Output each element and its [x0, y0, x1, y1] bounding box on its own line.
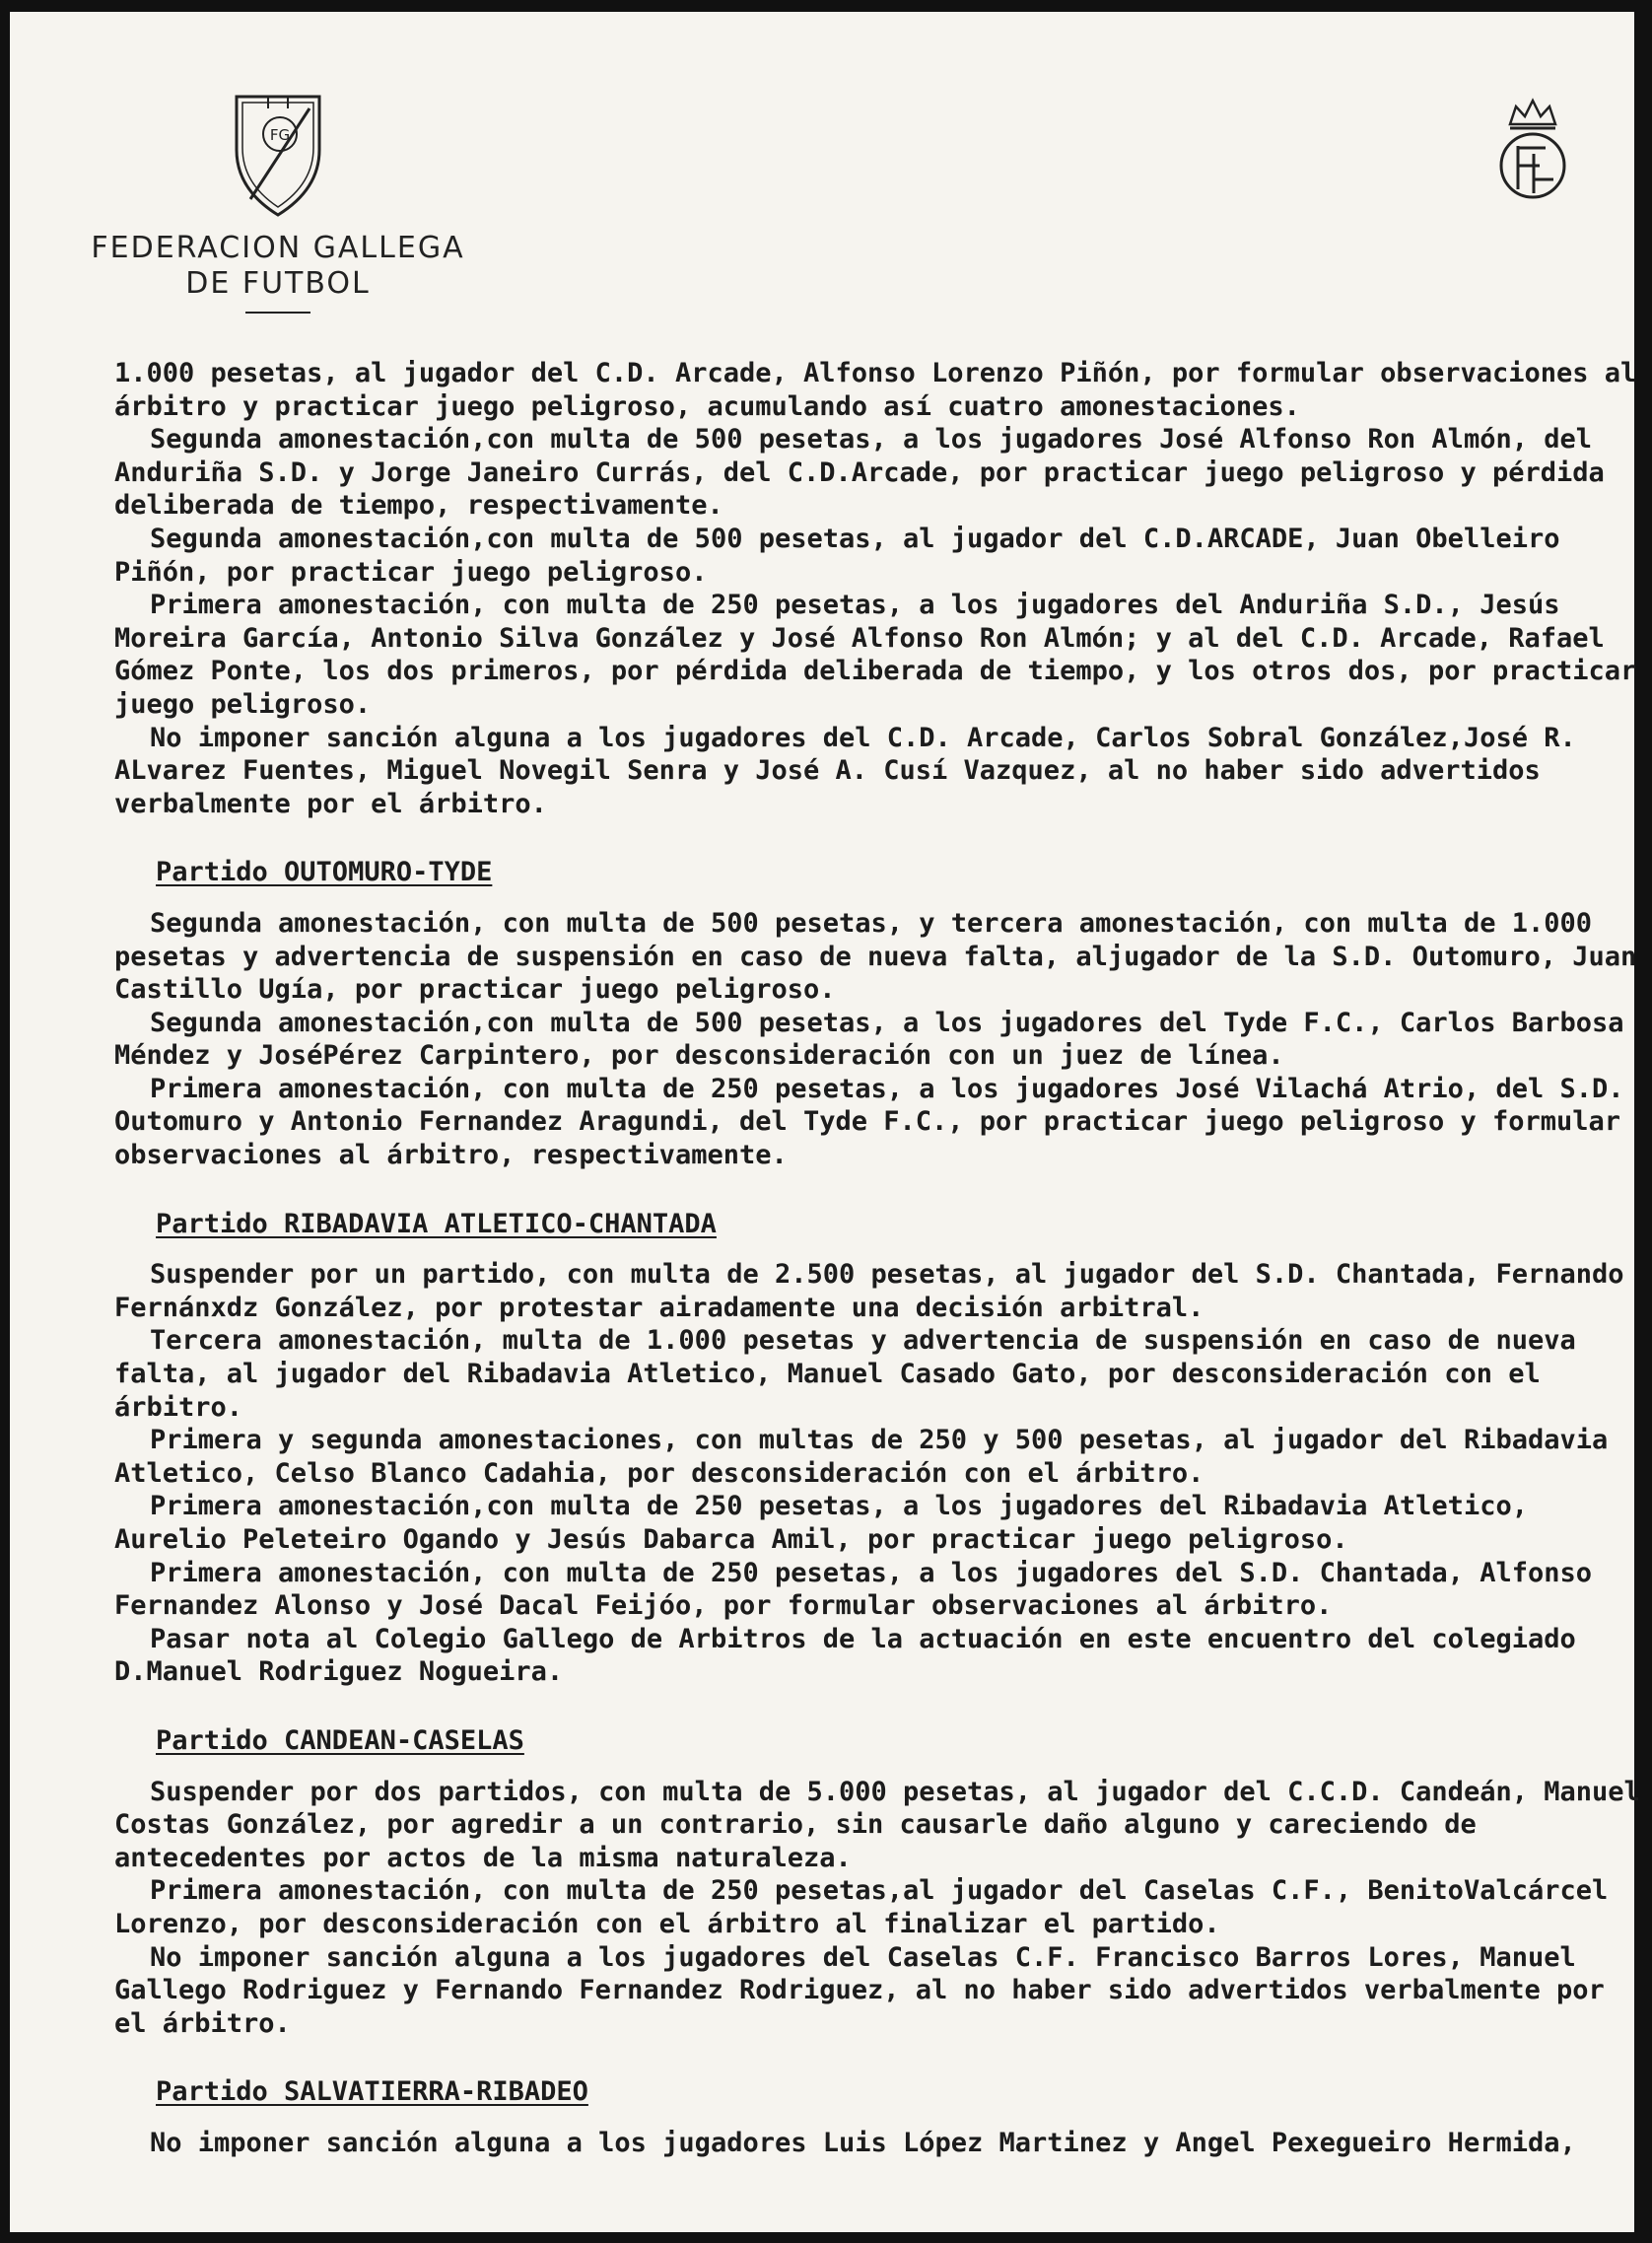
sanction-paragraph: Suspender por un partido, con multa de 2.500 pesetas, al jugador del S.D. Chantada, Fernando Fernánxdz González, por protestar airadamente una decisión arbitral.	[114, 1259, 1624, 1323]
match-heading: Partido SALVATIERRA-RIBADEO	[156, 2076, 588, 2108]
sanction-paragraph: Segunda amonestación,con multa de 500 pesetas, a los jugadores José Alfonso Ron Almón, del Anduriña S.D. y Jorge Janeiro Currás, del C.D.Arcade, por practicar juego peligroso y pérdida deliberada de tiempo, respectivamente.	[114, 424, 1605, 522]
letterhead-left	[71, 91, 485, 314]
federation-name-line2: DE FUTBOL	[185, 266, 371, 301]
sanction-paragraph: No imponer sanción alguna a los jugadores del C.D. Arcade, Carlos Sobral González,José R. ALvarez Fuentes, Miguel Novegil Senra y José A. Cusí Vazquez, al no haber sido advertidos verbalmente por el árbitro.	[114, 722, 1576, 819]
svg-text:FG: FG	[269, 126, 291, 144]
sanction-paragraph: Segunda amonestación, con multa de 500 pesetas, y tercera amonestación, con multa de 1.000 pesetas y advertencia de suspensión en caso de nueva falta, aljugador de la S.D. Outomuro, Juan Castillo Ugía, por practicar juego peligroso.	[114, 907, 1637, 1006]
match-heading: Partido OUTOMURO-TYDE	[156, 857, 493, 888]
document-body	[114, 357, 1647, 2160]
sanction-paragraph: Primera amonestación, con multa de 250 pesetas, a los jugadores del S.D. Chantada, Alfonso Fernandez Alonso y José Dacal Feijóo, por formular observaciones al árbitro.	[114, 1557, 1592, 1622]
document-sheet	[10, 12, 1640, 2232]
galician-federation-shield-icon	[229, 91, 327, 219]
sanction-paragraph: Primera amonestación,con multa de 250 pesetas, a los jugadores del Ribadavia Atletico, Aurelio Peleteiro Ogando y Jesús Dabarca Amil, por practicar juego peligroso.	[114, 1491, 1528, 1555]
federation-name-line1: FEDERACION GALLEGA	[91, 231, 465, 265]
match-heading: Partido RIBADAVIA ATLETICO-CHANTADA	[156, 1208, 717, 1239]
sanction-paragraph: Primera amonestación, con multa de 250 pesetas,al jugador del Caselas C.F., BenitoValcárcel Lorenzo, por desconsideración con el árbitro al finalizar el partido.	[114, 1875, 1609, 1939]
sanction-paragraph: Pasar nota al Colegio Gallego de Arbitros de la actuación en este encuentro del colegiado D.Manuel Rodriguez Nogueira.	[114, 1623, 1576, 1688]
match-heading: Partido CANDEAN-CASELAS	[156, 1724, 524, 1756]
sanction-paragraph: Tercera amonestación, multa de 1.000 pesetas y advertencia de suspensión en caso de nueva falta, al jugador del Ribadavia Atletico, Manuel Casado Gato, por desconsideración con el árbitro.	[114, 1325, 1576, 1423]
sanction-paragraph: Primera amonestación, con multa de 250 pesetas, a los jugadores José Vilachá Atrio, del S.D. Outomuro y Antonio Fernandez Aragundi, del Tyde F.C., por practicar juego peligroso y formular observaciones al árbitro, respectivamente.	[114, 1073, 1624, 1171]
sanction-paragraph: 1.000 pesetas, al jugador del C.D. Arcade, Alfonso Lorenzo Piñón, por formular observaciones al árbitro y practicar juego peligroso, acumulando así cuatro amonestaciones.	[114, 358, 1637, 422]
sanction-paragraph: No imponer sanción alguna a los jugadores Luis López Martinez y Angel Pexegueiro Hermida,	[150, 2127, 1576, 2158]
sanction-paragraph: Segunda amonestación,con multa de 500 pesetas, a los jugadores del Tyde F.C., Carlos Barbosa Méndez y JoséPérez Carpintero, por desconsideración con un juez de línea.	[114, 1007, 1624, 1072]
sanction-paragraph: Primera amonestación, con multa de 250 pesetas, a los jugadores del Anduriña S.D., Jesús Moreira García, Antonio Silva González y José Alfonso Ron Almón; y al del C.D. Arcade, Rafael Gómez Ponte, los dos primeros, por pérdida deliberada de tiempo, y los otros dos, por practicar juego peligroso.	[114, 590, 1637, 720]
sanction-paragraph: Suspender por dos partidos, con multa de 5.000 pesetas, al jugador del C.C.D. Candeán, Manuel Costas González, por agredir a un contrario, sin causarle daño alguno y careciendo de antecedentes por actos de la misma naturaleza.	[114, 1776, 1640, 1873]
spanish-federation-crown-emblem-icon	[1488, 95, 1577, 203]
sanction-paragraph: No imponer sanción alguna a los jugadores del Caselas C.F. Francisco Barros Lores, Manuel Gallego Rodriguez y Fernando Fernandez Rodriguez, al no haber sido advertidos verbalmente por el árbitro.	[114, 1941, 1605, 2039]
letterhead-divider	[245, 312, 310, 314]
sanction-paragraph: Primera y segunda amonestaciones, con multas de 250 y 500 pesetas, al jugador del Ribadavia Atletico, Celso Blanco Cadahia, por desconsideración con el árbitro.	[114, 1425, 1609, 1489]
sanction-paragraph: Segunda amonestación,con multa de 500 pesetas, al jugador del C.D.ARCADE, Juan Obelleiro Piñón, por practicar juego peligroso.	[114, 523, 1560, 588]
